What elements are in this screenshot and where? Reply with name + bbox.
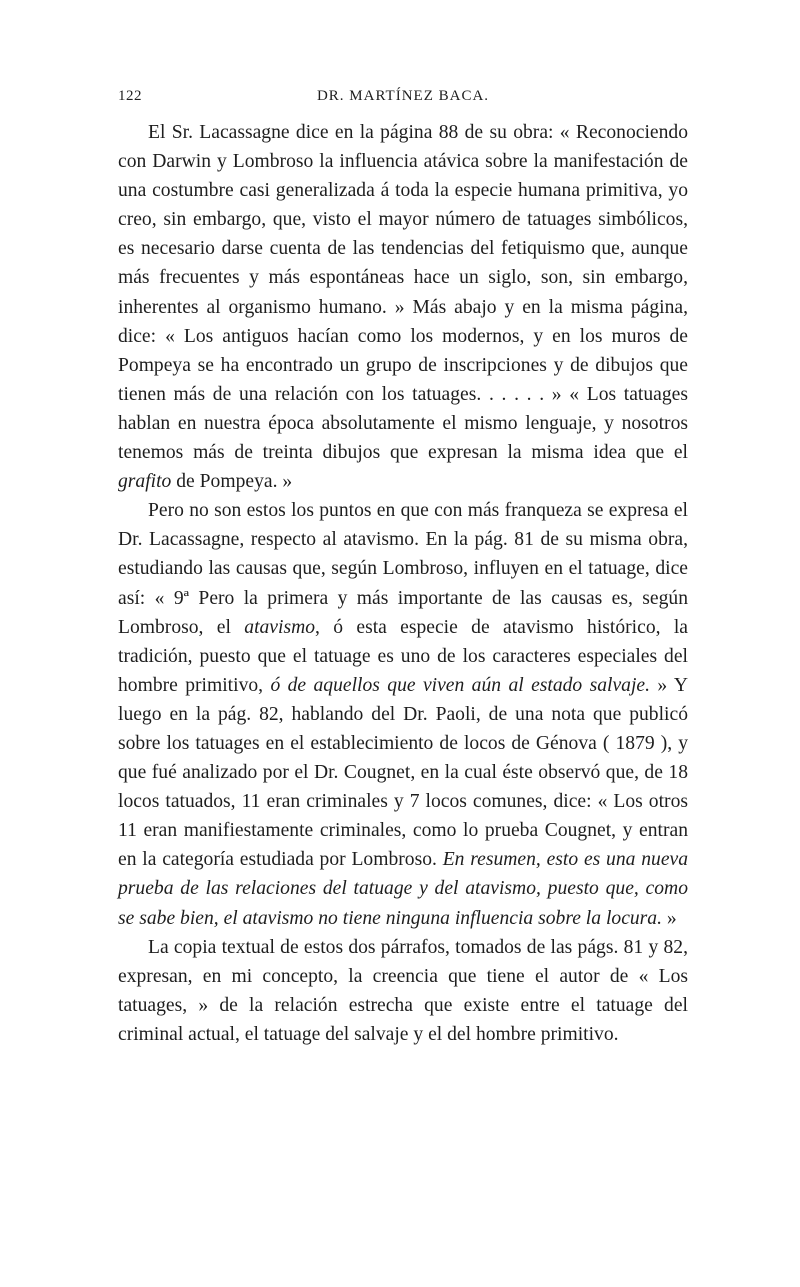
text-run: » Y luego en la pág. 82, hablando del Dr. Paoli, de una nota que publicó sobre los tatuages en el establecimiento de locos de Génova ( 1879 ), y que fué analizado por el Dr. Cougnet, en la cual éste observó que, de 18 locos tatuados, 11 eran criminales y 7 locos comunes, dice: « Los otros 11 eran manifiestamente criminales, como lo prueba Cougnet, y entran en la categoría estudiada por Lombroso.	[118, 674, 688, 871]
header-title: DR. MARTÍNEZ BACA.	[316, 88, 490, 104]
paragraph-3	[118, 933, 688, 1049]
text-run: La copia textual de estos dos párrafos, tomados de las págs. 81 y 82, expresan, en mi concepto, la creencia que tiene el autor de « Los tatuages, » de la relación estrecha que existe entre el tatuage del criminal actual, el tatuage del salvaje y el del hombre primitivo.	[118, 936, 688, 1045]
text-run: , ó esta especie de atavismo histórico, la tradición, puesto que el tatuage es uno de los caracteres especiales del hombre primitivo,	[118, 616, 688, 696]
italic-text-run: ó de aquellos que viven aún al estado salvaje.	[270, 674, 650, 696]
text-run: de Pompeya. »	[171, 471, 293, 493]
paragraph-2	[118, 496, 688, 932]
body-text	[118, 118, 688, 1049]
italic-text-run: En resumen, esto es una nueva prueba de las relaciones del tatuage y del atavismo, puesto que, como se sabe bien, el atavismo no tiene ninguna influencia sobre la locura.	[118, 849, 689, 929]
paragraph-1	[118, 118, 688, 496]
running-head	[118, 88, 688, 110]
text-run: »	[662, 907, 677, 929]
text-run: El Sr. Lacassagne dice en la página 88 de su obra: « Reconociendo con Darwin y Lombroso la influencia atávica sobre la manifestación de una costumbre casi generalizada á toda la especie humana primitiva, yo creo, sin embargo, que, visto el mayor número de tatuages simbólicos, es necesario darse cuenta de las tendencias del fetiquismo que, aunque más frecuentes y más espontáneas hace un siglo, son, sin embargo, inherentes al organismo humano. » Más abajo y en la misma página, dice: « Los antiguos hacían como los modernos, y en los muros de Pompeya se ha encontrado un grupo de inscripciones y de dibujos que tienen más de una relación con los tatuages. . . . . . » « Los tatuages hablan en nuestra época absolutamente el mismo lenguaje, y nosotros tenemos más de treinta dibujos que expresan la misma idea que el	[118, 122, 688, 464]
page-number: 122	[118, 88, 142, 104]
text-run: Pero no son estos los puntos en que con más franqueza se expresa el Dr. Lacassagne, respecto al atavismo. En la pág. 81 de su misma obra, estudiando las causas que, según Lombroso, influyen en el tatuage, dice así: « 9ª Pero la primera y más importante de las causas es, según Lombroso, el	[118, 500, 688, 638]
italic-text-run: atavismo	[244, 616, 316, 638]
italic-text-run: grafito	[118, 471, 172, 493]
